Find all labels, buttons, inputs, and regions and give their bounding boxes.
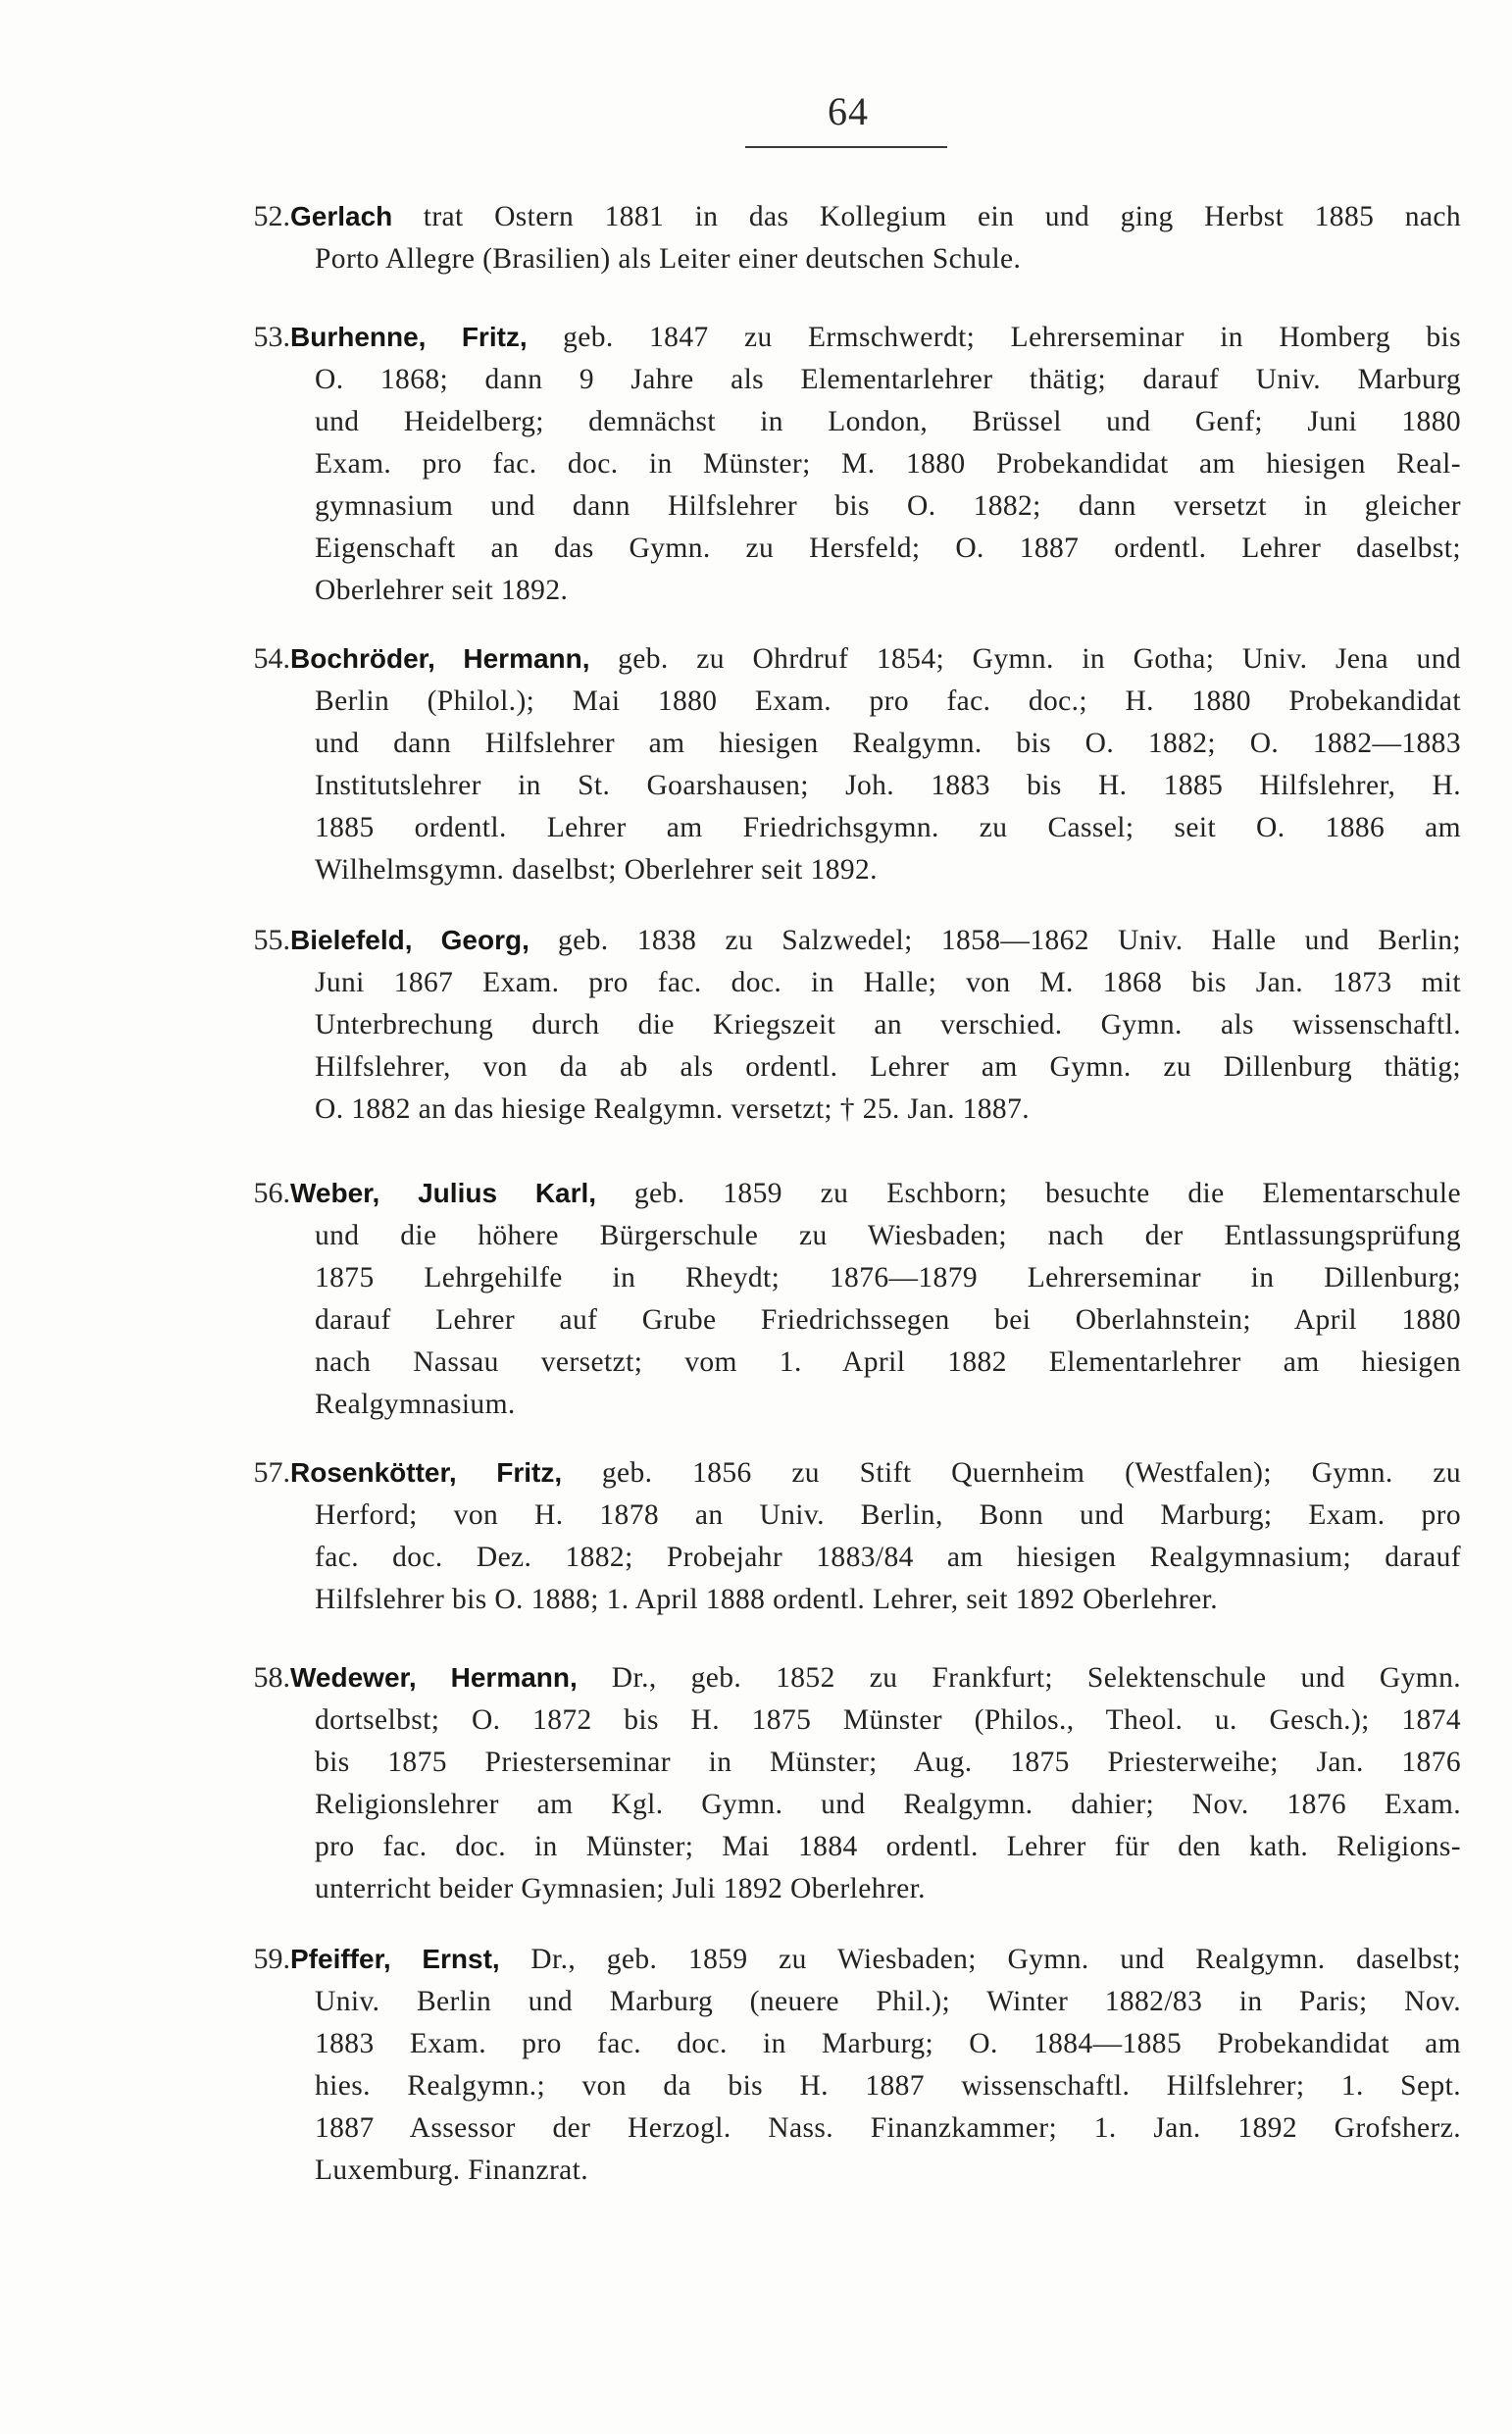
entry-text <box>290 1172 1461 1426</box>
entry-line: und die höhere Bürgerschule zu Wiesbaden; nach der Entlassungsprüfung <box>315 1220 1461 1251</box>
entry-line: Herford; von H. 1878 an Univ. Berlin, Bonn und Marburg; Exam. pro <box>315 1499 1461 1531</box>
entry-text <box>290 919 1461 1131</box>
entry-line: nach Nassau versetzt; vom 1. April 1882 Elementarlehrer am hiesigen <box>315 1346 1461 1378</box>
entry-line: Porto Allegre (Brasilien) als Leiter einer deutschen Schule. <box>315 243 1022 275</box>
entry-number: 52. <box>253 200 290 232</box>
entry-number: 56. <box>253 1177 290 1209</box>
entry-line: pro fac. doc. in Münster; Mai 1884 ordentl. Lehrer für den kath. Religions- <box>315 1831 1461 1862</box>
entry-number: 53. <box>253 321 290 353</box>
entry-line: O. 1868; dann 9 Jahre als Elementarlehrer thätig; darauf Univ. Marburg <box>315 364 1461 395</box>
entry-57 <box>247 1451 1463 1621</box>
entry-number: 59. <box>253 1943 290 1975</box>
entry-53 <box>247 316 1463 612</box>
entry-line: Oberlehrer seit 1892. <box>315 575 569 606</box>
entry-line: 1883 Exam. pro fac. doc. in Marburg; O. 1884—1885 Probekandidat am <box>315 2028 1461 2059</box>
entry-line: O. 1882 an das hiesige Realgymn. versetzt; † 25. Jan. 1887. <box>315 1093 1031 1125</box>
entry-line: Luxemburg. Finanzrat. <box>315 2155 589 2186</box>
entry-line: 1875 Lehrgehilfe in Rheydt; 1876—1879 Lehrerseminar in Dillenburg; <box>315 1262 1461 1293</box>
entry-59 <box>247 1938 1463 2192</box>
person-name: Gerlach <box>290 201 393 231</box>
entry-text <box>290 316 1461 612</box>
entry-line: Unterbrechung durch die Kriegszeit an verschied. Gymn. als wissenschaftl. <box>315 1009 1461 1040</box>
entry-line: Univ. Berlin und Marburg (neuere Phil.); Winter 1882/83 in Paris; Nov. <box>315 1986 1461 2017</box>
entry-line: unterricht beider Gymnasien; Juli 1892 Oberlehrer. <box>315 1873 926 1904</box>
entry-line: gymnasium und dann Hilfslehrer bis O. 1882; dann versetzt in gleicher <box>315 490 1461 522</box>
entry-line: Exam. pro fac. doc. in Münster; M. 1880 Probekandidat am hiesigen Real- <box>315 448 1461 480</box>
entry-line: Pfeiffer, Ernst, Dr., geb. 1859 zu Wiesbaden; Gymn. und Realgymn. daselbst; <box>290 1944 1461 1975</box>
entry-line: Burhenne, Fritz, geb. 1847 zu Ermschwerdt; Lehrerseminar in Homberg bis <box>290 322 1461 353</box>
entry-number: 54. <box>253 642 290 675</box>
entry-line: und dann Hilfslehrer am hiesigen Realgymn. bis O. 1882; O. 1882—1883 <box>315 728 1461 759</box>
entry-56 <box>247 1172 1463 1426</box>
person-name: Bochröder, Hermann, <box>290 643 590 674</box>
entry-58 <box>247 1656 1463 1910</box>
entry-line: hies. Realgymn.; von da bis H. 1887 wissenschaftl. Hilfslehrer; 1. Sept. <box>315 2070 1461 2102</box>
entry-line: Rosenkötter, Fritz, geb. 1856 zu Stift Quernheim (Westfalen); Gymn. zu <box>290 1457 1462 1489</box>
entry-number: 57. <box>253 1456 290 1489</box>
entry-line: Bochröder, Hermann, geb. zu Ohrdruf 1854; Gymn. in Gotha; Univ. Jena und <box>290 643 1461 675</box>
entry-54 <box>247 637 1463 891</box>
page-number: 64 <box>828 89 869 133</box>
person-name: Burhenne, Fritz, <box>290 322 528 352</box>
page-number-rule <box>745 146 947 148</box>
person-name: Rosenkötter, Fritz, <box>290 1457 563 1488</box>
entry-text <box>290 195 1461 280</box>
entry-line: Institutslehrer in St. Goarshausen; Joh. 1883 bis H. 1885 Hilfslehrer, H. <box>315 770 1461 801</box>
entry-line: und Heidelberg; demnächst in London, Brüssel und Genf; Juni 1880 <box>315 406 1461 437</box>
entry-line: Realgymnasium. <box>315 1389 516 1420</box>
entry-line: 1887 Assessor der Herzogl. Nass. Finanzkammer; 1. Jan. 1892 Grofsherz. <box>315 2112 1461 2144</box>
person-name: Weber, Julius Karl, <box>290 1178 597 1208</box>
person-name: Bielefeld, Georg, <box>290 925 529 955</box>
entry-line: Gerlach trat Ostern 1881 in das Kollegium ein und ging Herbst 1885 nach <box>290 201 1461 232</box>
person-name: Wedewer, Hermann, <box>290 1662 578 1693</box>
entry-line: Juni 1867 Exam. pro fac. doc. in Halle; von M. 1868 bis Jan. 1873 mit <box>315 967 1461 998</box>
entry-line: Weber, Julius Karl, geb. 1859 zu Eschborn; besuchte die Elementarschule <box>290 1178 1461 1209</box>
entry-line: darauf Lehrer auf Grube Friedrichssegen bei Oberlahnstein; April 1880 <box>315 1304 1461 1336</box>
entry-text <box>290 637 1461 891</box>
entry-text <box>290 1451 1461 1621</box>
entry-55 <box>247 919 1463 1131</box>
person-name: Pfeiffer, Ernst, <box>290 1944 500 1974</box>
entry-line: Wilhelmsgymn. daselbst; Oberlehrer seit 1892. <box>315 854 878 886</box>
entry-number: 58. <box>253 1661 290 1694</box>
entry-line: Religionslehrer am Kgl. Gymn. und Realgymn. dahier; Nov. 1876 Exam. <box>315 1789 1461 1820</box>
entry-line: Berlin (Philol.); Mai 1880 Exam. pro fac. doc.; H. 1880 Probekandidat <box>315 685 1461 717</box>
entry-line: Hilfslehrer, von da ab als ordentl. Lehrer am Gymn. zu Dillenburg thätig; <box>315 1051 1461 1083</box>
entry-line: fac. doc. Dez. 1882; Probejahr 1883/84 am hiesigen Realgymnasium; darauf <box>315 1542 1461 1573</box>
entry-line: bis 1875 Priesterseminar in Münster; Aug. 1875 Priesterweihe; Jan. 1876 <box>315 1747 1461 1778</box>
entry-text <box>290 1656 1461 1910</box>
entry-52 <box>247 195 1463 280</box>
entry-line: 1885 ordentl. Lehrer am Friedrichsgymn. zu Cassel; seit O. 1886 am <box>315 812 1461 843</box>
entry-number: 55. <box>253 924 290 956</box>
entry-text <box>290 1938 1461 2192</box>
entry-line: Eigenschaft an das Gymn. zu Hersfeld; O. 1887 ordentl. Lehrer daselbst; <box>315 532 1461 564</box>
entry-line: Wedewer, Hermann, Dr., geb. 1852 zu Frankfurt; Selektenschule und Gymn. <box>290 1662 1461 1694</box>
entry-line: Hilfslehrer bis O. 1888; 1. April 1888 ordentl. Lehrer, seit 1892 Oberlehrer. <box>315 1584 1218 1615</box>
entry-line: dortselbst; O. 1872 bis H. 1875 Münster (Philos., Theol. u. Gesch.); 1874 <box>315 1704 1461 1736</box>
entry-line: Bielefeld, Georg, geb. 1838 zu Salzwedel; 1858—1862 Univ. Halle und Berlin; <box>290 925 1461 956</box>
